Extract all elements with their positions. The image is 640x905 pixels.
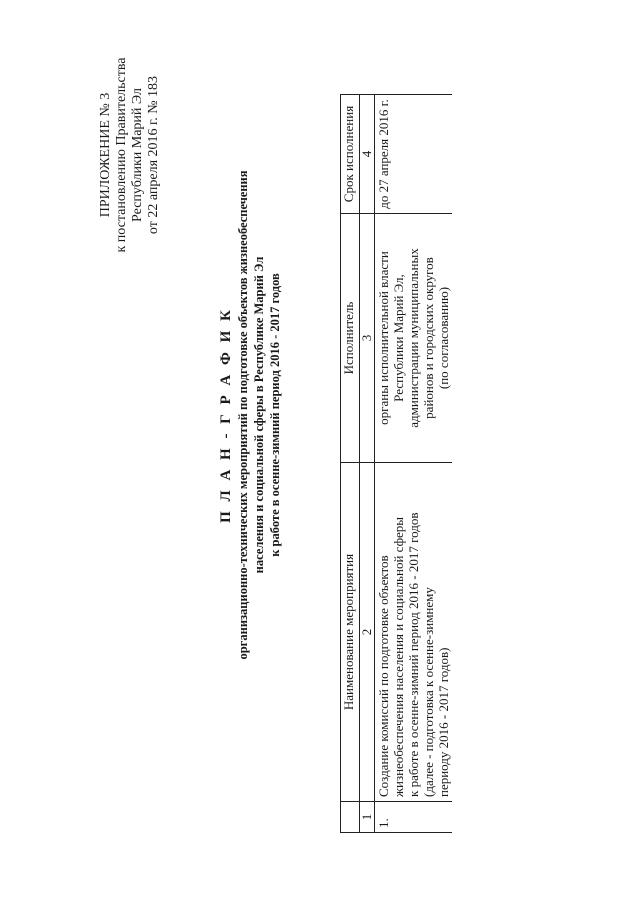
row-deadline: до 27 апреля 2016 г.	[375, 95, 453, 214]
row-executor-line: районов и городских округов	[421, 257, 436, 419]
column-number: 1	[360, 802, 375, 833]
row-executor-line: Республики Марий Эл,	[391, 274, 406, 402]
table-row	[375, 95, 453, 833]
column-number: 2	[360, 463, 375, 802]
row-name-cell	[375, 463, 453, 802]
row-executor-cell	[375, 214, 453, 463]
plan-table	[340, 94, 452, 833]
subtitle-line-3: к работе в осенне-зимний период 2016 - 2017 годов	[268, 273, 282, 557]
table-header-row	[341, 95, 360, 833]
row-number: 1.	[375, 802, 453, 833]
column-number: 4	[360, 95, 375, 214]
row-executor-line: (по согласованию)	[436, 286, 451, 390]
row-name-line: к работе в осенне-зимний период 2016 - 2017 годов	[406, 512, 421, 797]
header-cell-number	[341, 802, 360, 833]
appendix-date: от 22 апреля 2016 г. № 183	[146, 75, 161, 235]
subtitle-line-1: организационно-технических мероприятий по подготовке объектов жизнеобеспечения	[236, 170, 250, 660]
appendix-decree: к постановлению Правительства	[114, 57, 129, 253]
appendix-republic: Республики Марий Эл	[130, 88, 145, 222]
row-executor-line: органы исполнительной власти	[376, 251, 391, 425]
subtitle-line-2: населения и социальной сферы в Республике Марий Эл	[252, 256, 266, 574]
header-cell-deadline: Срок исполнения	[341, 95, 360, 214]
appendix-header	[98, 25, 162, 285]
header-cell-executor: Исполнитель	[341, 214, 360, 463]
title-block	[218, 5, 283, 825]
appendix-number: ПРИЛОЖЕНИЕ № 3	[98, 92, 113, 218]
row-name-line: Создание комиссий по подготовке объектов	[376, 555, 391, 797]
header-cell-name: Наименование мероприятия	[341, 463, 360, 802]
plan-title: П Л А Н - Г Р А Ф И К	[218, 307, 234, 523]
row-name-line: жизнеобеспечения населения и социальной сферы	[391, 516, 406, 797]
table-column-numbers-row	[360, 95, 375, 833]
column-number: 3	[360, 214, 375, 463]
row-executor-line: администрации муниципальных	[406, 248, 421, 428]
row-name-line: (далее - подготовка к осенне-зимнему	[421, 587, 436, 797]
row-name-line: периоду 2016 - 2017 годов)	[436, 647, 451, 797]
